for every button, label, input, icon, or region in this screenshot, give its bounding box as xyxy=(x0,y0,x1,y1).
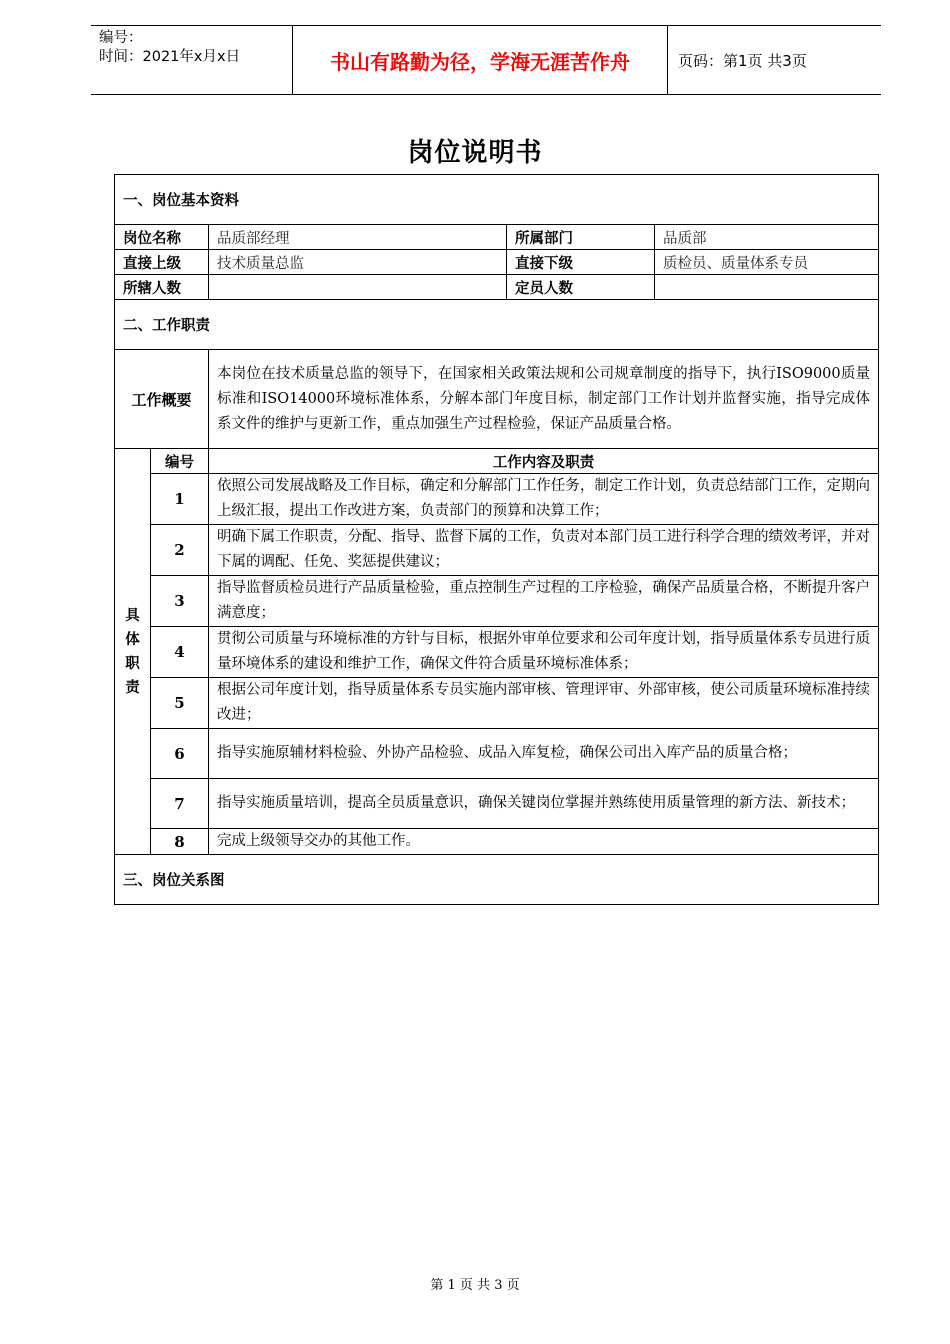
duty-number: 3 xyxy=(151,576,209,627)
info-value: 品质部 xyxy=(655,225,879,250)
document-number-label: 编号： xyxy=(99,30,143,46)
header-motto: 书山有路勤为径，学海无涯苦作舟 xyxy=(292,26,668,94)
info-value xyxy=(209,275,507,300)
info-row xyxy=(115,275,879,300)
work-summary-row xyxy=(115,350,879,449)
info-value: 技术质量总监 xyxy=(209,250,507,275)
duty-text: 指导监督质检员进行产品质量检验，重点控制生产过程的工序检验，确保产品质量合格，不断提升客户满意度； xyxy=(209,576,879,627)
duty-number: 7 xyxy=(151,779,209,829)
duty-row xyxy=(115,474,879,525)
duties-col-number: 编号 xyxy=(151,449,209,474)
page-header xyxy=(91,25,881,95)
info-label: 定员人数 xyxy=(507,275,655,300)
document-time-label: 时间：2021年x月x日 xyxy=(99,49,241,65)
info-value: 质检员、质量体系专员 xyxy=(655,250,879,275)
duty-text: 贯彻公司质量与环境标准的方针与目标，根据外审单位要求和公司年度计划，指导质量体系专员进行质量环境体系的建设和维护工作，确保文件符合质量环境标准体系； xyxy=(209,627,879,678)
job-description-table xyxy=(114,174,879,905)
section-duties-heading: 二、工作职责 xyxy=(115,300,879,350)
info-label: 所辖人数 xyxy=(115,275,209,300)
duty-text: 完成上级领导交办的其他工作。 xyxy=(209,829,879,855)
duties-label-char: 责 xyxy=(125,679,140,696)
section-basic-info-heading: 一、岗位基本资料 xyxy=(115,175,879,225)
duties-vertical-label xyxy=(115,449,151,855)
info-label: 直接下级 xyxy=(507,250,655,275)
duty-number: 8 xyxy=(151,829,209,855)
duty-text: 指导实施原辅材料检验、外协产品检验、成品入库复检，确保公司出入库产品的质量合格； xyxy=(209,729,879,779)
section-basic-info-heading-row xyxy=(115,175,879,225)
info-value xyxy=(655,275,879,300)
duty-text: 明确下属工作职责，分配、指导、监督下属的工作，负责对本部门员工进行科学合理的绩效考评，并对下属的调配、任免、奖惩提供建议； xyxy=(209,525,879,576)
info-label: 所属部门 xyxy=(507,225,655,250)
info-label: 直接上级 xyxy=(115,250,209,275)
page-footer: 第 1 页 共 3 页 xyxy=(430,1278,520,1293)
header-page-number: 页码：第1页 共3页 xyxy=(678,51,807,70)
duty-row xyxy=(115,678,879,729)
duty-text: 根据公司年度计划，指导质量体系专员实施内部审核、管理评审、外部审核，使公司质量环境标准持续改进； xyxy=(209,678,879,729)
section-relationship-heading-row xyxy=(115,855,879,905)
duty-row xyxy=(115,525,879,576)
duty-number: 4 xyxy=(151,627,209,678)
section-duties-heading-row xyxy=(115,300,879,350)
duty-text: 依照公司发展战略及工作目标，确定和分解部门工作任务，制定工作计划，负责总结部门工作，定期向上级汇报，提出工作改进方案，负责部门的预算和决算工作； xyxy=(209,474,879,525)
duty-number: 6 xyxy=(151,729,209,779)
work-summary-label: 工作概要 xyxy=(115,350,209,449)
duty-number: 2 xyxy=(151,525,209,576)
duty-row xyxy=(115,779,879,829)
duty-number: 5 xyxy=(151,678,209,729)
duties-header-row xyxy=(115,449,879,474)
duties-col-content: 工作内容及职责 xyxy=(209,449,879,474)
info-row xyxy=(115,225,879,250)
header-meta xyxy=(91,26,292,94)
duty-text: 指导实施质量培训，提高全员质量意识，确保关键岗位掌握并熟练使用质量管理的新方法、新技术； xyxy=(209,779,879,829)
info-row xyxy=(115,250,879,275)
duties-label-char: 具 xyxy=(125,607,140,624)
duties-label-char: 体 xyxy=(125,631,140,648)
info-label: 岗位名称 xyxy=(115,225,209,250)
duties-label-char: 职 xyxy=(125,655,140,672)
work-summary-text: 本岗位在技术质量总监的领导下，在国家相关政策法规和公司规章制度的指导下，执行ISO9000质量标准和ISO14000环境标准体系，分解本部门年度目标，制定部门工作计划并监督实施，指导完成体系文件的维护与更新工作，重点加强生产过程检验，保证产品质量合格。 xyxy=(209,350,879,449)
document-title: 岗位说明书 xyxy=(407,138,543,168)
duty-row xyxy=(115,576,879,627)
duty-row xyxy=(115,829,879,855)
duty-row xyxy=(115,729,879,779)
info-value: 品质部经理 xyxy=(209,225,507,250)
duty-row xyxy=(115,627,879,678)
section-relationship-heading: 三、岗位关系图 xyxy=(115,855,879,905)
duty-number: 1 xyxy=(151,474,209,525)
